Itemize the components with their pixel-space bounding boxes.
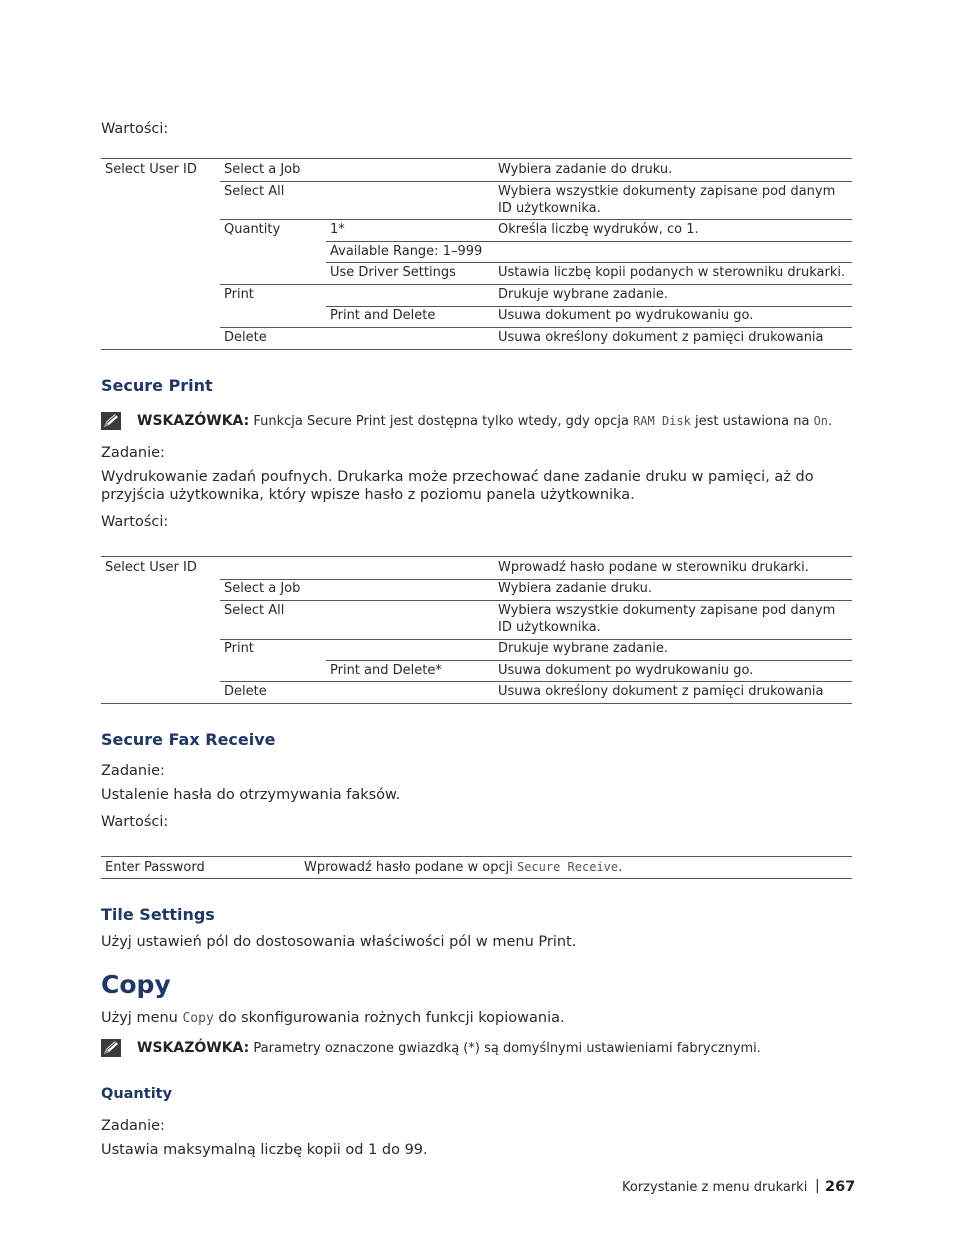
table-cell: Wybiera wszystkie dokumenty zapisane pod danym ID użytkownika.	[498, 603, 836, 635]
table-cell: Select All	[224, 184, 285, 199]
table-cell: Select User ID	[105, 162, 197, 177]
table-cell: Delete	[224, 684, 267, 699]
table-cell: Use Driver Settings	[330, 265, 456, 280]
page-number: 267	[825, 1179, 856, 1195]
values-table-print	[101, 158, 852, 350]
row-divider	[220, 327, 852, 328]
table-cell: Drukuje wybrane zadanie.	[498, 641, 668, 656]
values-label: Wartości:	[101, 814, 169, 830]
task-label: Zadanie:	[101, 1118, 165, 1134]
table-cell: Wybiera zadanie do druku.	[498, 162, 673, 177]
row-divider	[326, 262, 852, 263]
note-text: Parametry oznaczone gwiazdką (*) są domyślnymi ustawieniami fabrycznymi.	[253, 1041, 761, 1056]
footer-text: Korzystanie z menu drukarki	[622, 1180, 808, 1195]
table-cell: Delete	[224, 330, 267, 345]
task-text: przyjścia użytkownika, który wpisze hasło z poziomu panela użytkownika.	[101, 487, 635, 503]
table-cell	[304, 859, 622, 876]
row-divider	[220, 219, 852, 220]
task-label: Zadanie:	[101, 445, 165, 461]
table-cell: Quantity	[224, 222, 281, 237]
table-cell: Print	[224, 641, 254, 656]
task-label: Zadanie:	[101, 763, 165, 779]
values-table-secure-print	[101, 556, 852, 704]
chapter-heading-copy: Copy	[101, 970, 171, 999]
table-cell: Print	[224, 287, 254, 302]
row-divider	[220, 181, 852, 182]
note-label: WSKAZÓWKA:	[137, 1040, 250, 1056]
row-divider	[220, 284, 852, 285]
table-cell: Print and Delete*	[330, 663, 442, 678]
section-heading-secure-print: Secure Print	[101, 376, 213, 395]
note-code: RAM Disk	[633, 414, 691, 428]
row-divider	[220, 600, 852, 601]
table-cell: Ustawia liczbę kopii podanych w sterowniku drukarki.	[498, 265, 846, 280]
table-cell: Wybiera zadanie druku.	[498, 581, 652, 596]
table-cell: Select a Job	[224, 581, 301, 596]
section-heading-tile: Tile Settings	[101, 905, 215, 924]
table-cell: 1*	[330, 222, 345, 237]
table-cell: Select a Job	[224, 162, 301, 177]
row-divider	[326, 241, 852, 242]
table-cell: Available Range: 1–999	[330, 244, 483, 259]
row-divider	[326, 660, 852, 661]
row-divider	[220, 681, 852, 682]
note-text: Funkcja Secure Print jest dostępna tylko wtedy, gdy opcja	[253, 414, 629, 429]
intro-code: Copy	[182, 1011, 214, 1026]
table-cell: Określa liczbę wydruków, co 1.	[498, 222, 699, 237]
note-code: On	[813, 414, 829, 428]
task-text: Ustalenie hasła do otrzymywania faksów.	[101, 787, 401, 803]
copy-intro	[101, 1009, 565, 1028]
cell-text: .	[618, 860, 623, 875]
cell-text: Wprowadź hasło podane w opcji	[304, 860, 513, 875]
table-cell: Wprowadź hasło podane w sterowniku drukarki.	[498, 560, 809, 575]
table-cell: Drukuje wybrane zadanie.	[498, 287, 668, 302]
note-text: .	[828, 414, 833, 429]
table-cell: Usuwa określony dokument z pamięci drukowania	[498, 684, 824, 699]
section-heading-secure-fax: Secure Fax Receive	[101, 730, 276, 749]
subsection-heading-quantity: Quantity	[101, 1086, 173, 1102]
pencil-note-icon	[101, 412, 121, 430]
values-table-secure-fax	[101, 856, 852, 879]
intro-text: Użyj menu	[101, 1010, 178, 1026]
note-text: jest ustawiona na	[695, 414, 810, 429]
footer-separator: |	[815, 1178, 820, 1194]
table-cell: Print and Delete	[330, 308, 436, 323]
table-cell: Usuwa dokument po wydrukowaniu go.	[498, 663, 754, 678]
values-label: Wartości:	[101, 121, 169, 137]
table-cell: Usuwa dokument po wydrukowaniu go.	[498, 308, 754, 323]
note-copy	[137, 1040, 761, 1056]
tile-text: Użyj ustawień pól do dostosowania właściwości pól w menu Print.	[101, 934, 577, 950]
table-cell: Select User ID	[105, 560, 197, 575]
task-text: Wydrukowanie zadań poufnych. Drukarka może przechować dane zadanie druku w pamięci, aż do	[101, 469, 814, 485]
intro-text: do skonfigurowania rożnych funkcji kopiowania.	[218, 1010, 565, 1026]
table-cell: Enter Password	[105, 860, 205, 875]
pencil-note-icon	[101, 1039, 121, 1057]
table-cell: Select All	[224, 603, 285, 618]
task-text: Ustawia maksymalną liczbę kopii od 1 do 99.	[101, 1142, 428, 1158]
note-secure-print	[137, 413, 832, 429]
note-label: WSKAZÓWKA:	[137, 413, 250, 429]
cell-code: Secure Receive	[516, 860, 619, 874]
values-label: Wartości:	[101, 514, 169, 530]
table-cell: Wybiera wszystkie dokumenty zapisane pod danym ID użytkownika.	[498, 184, 836, 216]
table-cell: Usuwa określony dokument z pamięci drukowania	[498, 330, 824, 345]
